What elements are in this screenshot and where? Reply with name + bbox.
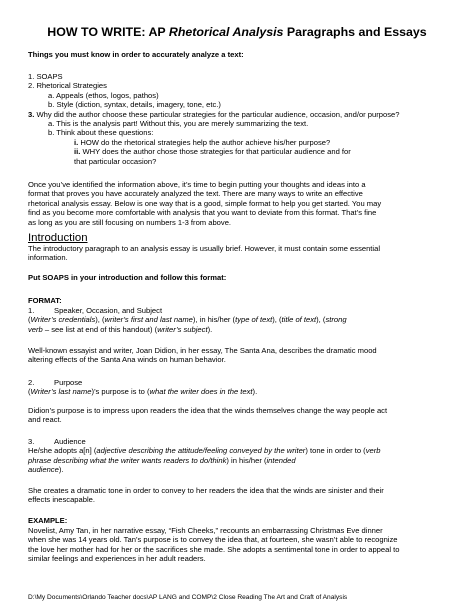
list-item-3b-i-text: HOW do the rhetorical strategies help the author achieve his/her purpose? (78, 137, 331, 147)
template-text: – see list at end of this handout) ( (42, 324, 158, 334)
list-item-3b-ii-text: WHY does the author chose those strategies for that particular audience and for (80, 147, 351, 157)
step-3-number: 3. (28, 437, 35, 446)
step-2-example (28, 406, 454, 425)
list-item-2a: a. Appeals (ethos, logos, pathos) (48, 90, 159, 100)
template-adjective: adjective describing the attitude/feeling conveyed by the writer (96, 446, 306, 456)
template-does: what the writer does in the text (149, 387, 253, 397)
example-label: EXAMPLE: (28, 516, 68, 525)
template-text: ), in his/her ( (192, 315, 236, 325)
put-soaps-heading: Put SOAPS in your introduction and follow this format: (28, 273, 227, 282)
step-1-label: Speaker, Occasion, and Subject (54, 306, 163, 315)
paragraph-line: The introductory paragraph to an analysis essay is usually brief. However, it must contain some essential (28, 244, 381, 253)
paragraph-line: similar feelings and experiences in her adult readers. (28, 554, 206, 564)
template-title: title of text (281, 315, 317, 325)
list-item-3b: b. Think about these questions: (48, 128, 154, 138)
paragraph-line: effects inescapable. (28, 495, 95, 505)
footer-path: D:\My Documents\Orlando Teacher docs\AP LANG and COMP\2 Close Reading The Art and Craft of Analysis (28, 594, 348, 601)
title-suffix: Paragraphs and Essays (283, 25, 427, 39)
template-intended: intended (266, 455, 296, 465)
template-last-name: Writer’s last name (30, 387, 92, 397)
template-text: ) tone in order to ( (305, 446, 366, 456)
step-3-template-line-2 (28, 456, 454, 465)
paragraph-line: Well-known essayist and writer, Joan Didion, in her essay, The Santa Ana, describes the dramatic mood (28, 346, 377, 355)
template-text: ). (58, 465, 64, 475)
format-label: FORMAT: (28, 296, 62, 305)
paren: ( (28, 315, 31, 325)
list-item-3b-ii (28, 147, 454, 156)
paragraph-line: when she was 14 years old. Tan’s purpose is to convey the idea that, at fourteen, she wasn’t able to recognize (28, 535, 398, 545)
paragraph-line: as long as you are still focusing on numbers 1-3 from above. (28, 217, 232, 227)
template-subject: writer’s subject (157, 324, 208, 334)
template-phrase: phrase describing what the writer wants readers to do/think (28, 455, 227, 465)
template-text: ), ( (316, 315, 326, 325)
overview-paragraph (28, 180, 454, 227)
title-italic: Rhetorical Analysis (168, 25, 284, 39)
title-prefix: HOW TO WRITE: AP (47, 25, 169, 39)
intro-heading: Things you must know in order to accurately analyze a text: (28, 50, 244, 59)
format-step-1 (28, 306, 454, 334)
template-text: ). (252, 387, 258, 397)
list-item-3a: a. This is the analysis part! Without this, you are merely summarizing the text. (48, 119, 309, 129)
template-audience: audience (28, 465, 59, 475)
paragraph-line: information. (28, 253, 68, 263)
template-verb: verb (28, 324, 43, 334)
template-text: ), ( (95, 315, 105, 325)
template-name: writer’s first and last name (104, 315, 193, 325)
step-1-number: 1. (28, 306, 35, 315)
format-step-3 (28, 437, 454, 475)
requirements-list (28, 72, 454, 166)
paragraph-line: find as you become more comfortable with analysis that you want to deviate from this format. That’s fine (28, 208, 377, 218)
list-item-3-number: 3. (28, 109, 35, 119)
step-2-label: Purpose (54, 378, 83, 387)
template-type: type of text (235, 315, 273, 325)
list-item-3-text: Why did the author choose these particular strategies for the particular audience, occasion, and/or purpose? (34, 109, 400, 119)
step-3-template-line-1 (28, 446, 454, 455)
step-3-template-line-3 (28, 465, 454, 474)
list-item-3b-i-number: i. (74, 137, 79, 147)
list-item-2b: b. Style (diction, syntax, details, imagery, tone, etc.) (48, 100, 221, 110)
step-2-number: 2. (28, 378, 35, 387)
step-3-label: Audience (54, 437, 86, 446)
step-2-template (28, 387, 454, 396)
list-item-3b-ii-cont: that particular occasion? (74, 156, 157, 166)
step-2-heading (28, 378, 454, 387)
template-text: ). (207, 324, 213, 334)
page-title (0, 25, 474, 39)
introduction-heading: Introduction (28, 232, 88, 244)
paragraph-line: format that proves you have accurately analyzed the text. There are many ways to write an effective (28, 189, 363, 199)
template-text: He/she adopts a[n] ( (28, 446, 97, 456)
template-text: ), ( (272, 315, 282, 325)
paragraph-line: Once you’ve identified the information above, it’s time to begin putting your thoughts and ideas into a (28, 180, 366, 189)
paragraph-line: Novelist, Amy Tan, in her narrative essay, “Fish Cheeks,” recounts an embarrassing Christmas Eve dinner (28, 526, 383, 535)
template-credentials: Writer’s credentials (30, 315, 96, 325)
paragraph-line: the love her mother had for her or the sacrifices she made. She adopts a sentimental tone in order to appeal to (28, 544, 400, 554)
paragraph-line: rhetorical analysis essay. Below is one way that is a good, simple format to help you get started. You may (28, 198, 382, 208)
step-1-template-line-1 (28, 315, 454, 324)
step-1-template-line-2 (28, 325, 454, 334)
step-1-example (28, 346, 454, 365)
example-paragraph (28, 526, 454, 564)
list-item-3b-ii-number: ii. (74, 147, 81, 157)
step-3-heading (28, 437, 454, 446)
paren: ( (28, 387, 31, 397)
list-item-1: 1. SOAPS (28, 72, 63, 81)
paragraph-line: She creates a dramatic tone in order to convey to her readers the idea that the winds are sinister and their (28, 486, 384, 495)
template-verb: verb (365, 446, 381, 456)
template-strong: strong (325, 315, 347, 325)
format-step-2 (28, 378, 454, 397)
step-3-example (28, 486, 454, 505)
introduction-text (28, 244, 454, 263)
paragraph-line: and react. (28, 415, 62, 425)
list-item-2: 2. Rhetorical Strategies (28, 81, 107, 91)
step-1-heading (28, 306, 454, 315)
template-text: ) in his/her ( (226, 455, 267, 465)
paragraph-line: Didion’s purpose is to impress upon readers the idea that the winds themselves change the way people act (28, 406, 388, 415)
paragraph-line: altering effects of the Santa Ana winds on human behavior. (28, 355, 226, 365)
list-item-3 (28, 110, 454, 119)
template-text: )’s purpose is to ( (91, 387, 150, 397)
list-item-3b-i (28, 138, 454, 147)
